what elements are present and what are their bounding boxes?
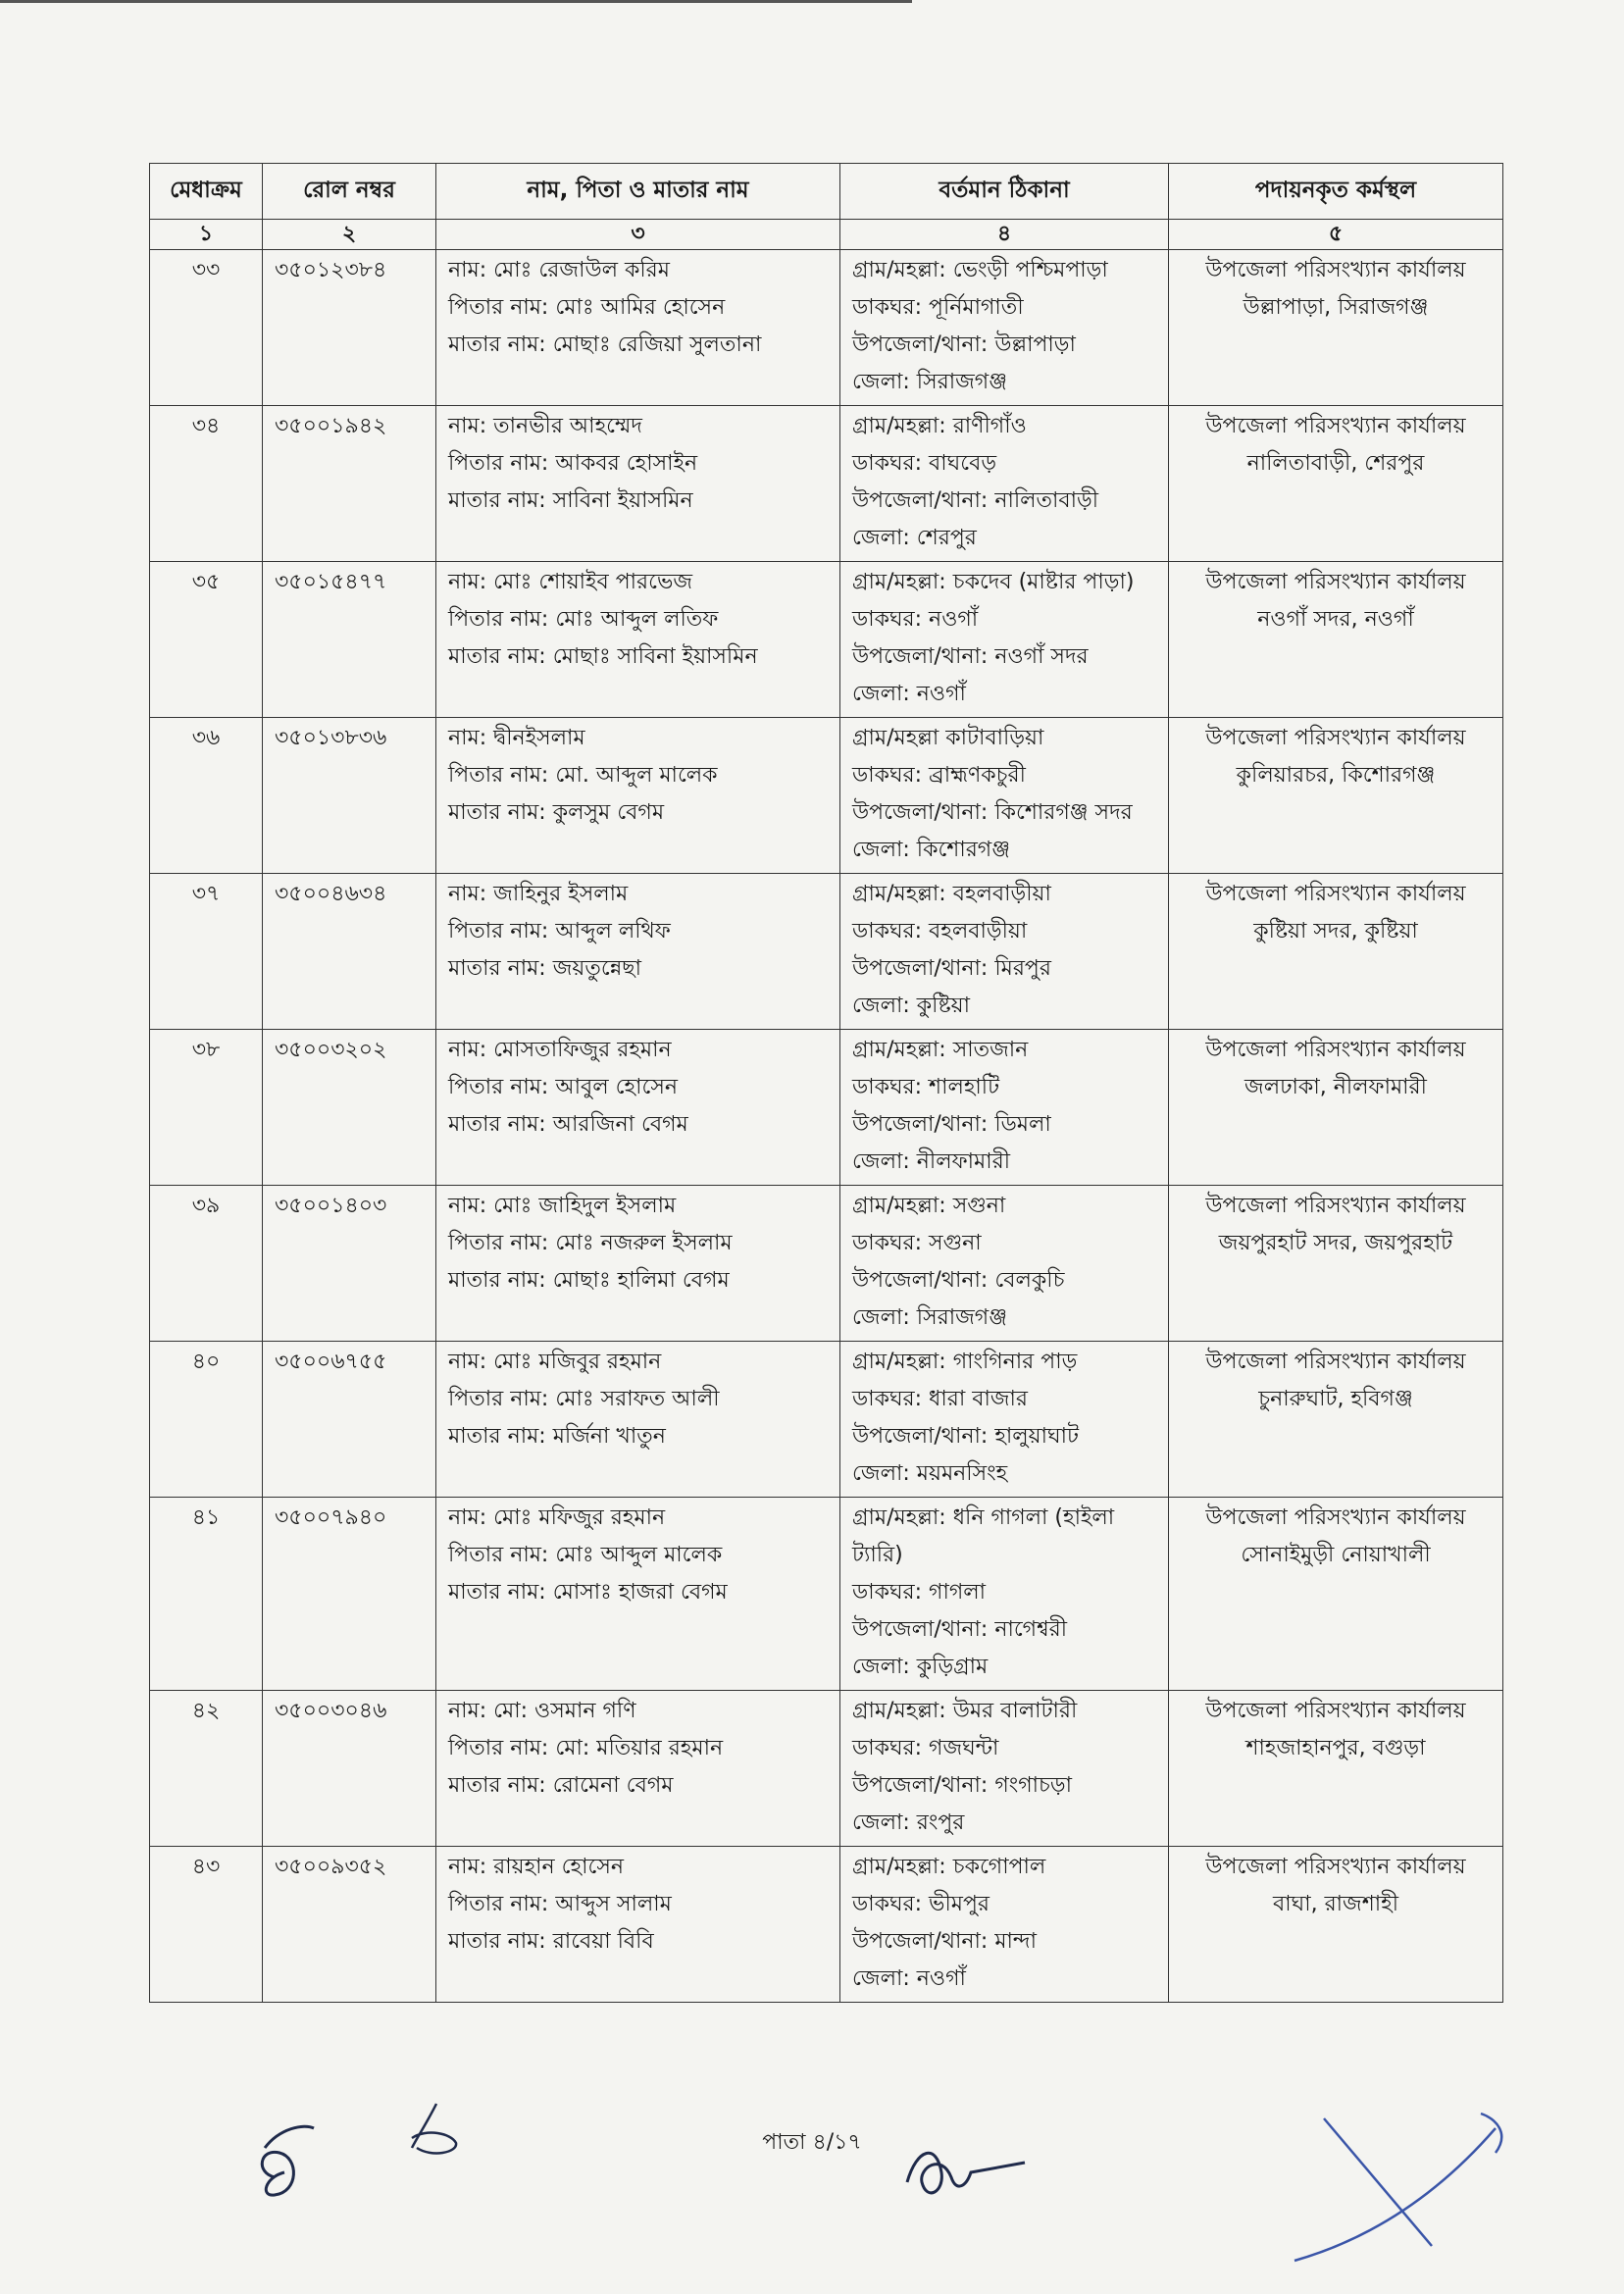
address-cell-line: উপজেলা/থানা: উল্লাপাড়া xyxy=(852,332,1076,357)
roll-cell: ৩৫০০৩০৪৬ xyxy=(263,1691,436,1847)
address-cell xyxy=(840,406,1169,562)
merit-cell: ৩৮ xyxy=(150,1030,263,1186)
names-cell xyxy=(436,1847,840,2003)
address-cell-line: গ্রাম/মহল্লা কাটাবাড়িয়া xyxy=(852,726,1044,750)
posting-cell-line: উপজেলা পরিসংখ্যান কার্যালয় xyxy=(1205,882,1466,906)
merit-cell: ৩৯ xyxy=(150,1186,263,1342)
names-cell-line: মাতার নাম: সাবিনা ইয়াসমিন xyxy=(448,488,693,513)
table-row xyxy=(150,874,1503,1030)
names-cell-line: নাম: মোসতাফিজুর রহমান xyxy=(448,1038,672,1062)
roll-cell: ৩৫০০৯৩৫২ xyxy=(263,1847,436,2003)
address-cell-line: উপজেলা/থানা: হালুয়াঘাট xyxy=(852,1424,1079,1449)
address-cell-line: ডাকঘর: ভীমপুর xyxy=(852,1892,990,1916)
address-cell-line: জেলা: সিরাজগঞ্জ xyxy=(852,1305,1007,1330)
names-cell-line: মাতার নাম: রাবেয়া বিবি xyxy=(448,1929,654,1954)
address-cell xyxy=(840,1498,1169,1691)
address-cell-line: গ্রাম/মহল্লা: উমর বালাটারী xyxy=(852,1699,1078,1723)
table-row xyxy=(150,1498,1503,1691)
address-cell-line: গ্রাম/মহল্লা: গাংগিনার পাড় xyxy=(852,1350,1078,1374)
address-cell xyxy=(840,1186,1169,1342)
roll-cell: ৩৫০০৩২০২ xyxy=(263,1030,436,1186)
column-number-row xyxy=(150,220,1503,250)
column-number: ৪ xyxy=(840,220,1169,250)
table-row xyxy=(150,562,1503,718)
address-cell-line: জেলা: নীলফামারী xyxy=(852,1149,1011,1174)
address-cell-line: উপজেলা/থানা: নওগাঁ সদর xyxy=(852,644,1089,669)
address-cell-line: উপজেলা/থানা: নালিতাবাড়ী xyxy=(852,488,1099,513)
posting-cell-line: উপজেলা পরিসংখ্যান কার্যালয় xyxy=(1205,570,1466,594)
posting-cell xyxy=(1169,874,1503,1030)
names-cell-line: পিতার নাম: মোঃ আমির হোসেন xyxy=(448,295,726,320)
posting-cell-line: নওগাঁ সদর, নওগাঁ xyxy=(1257,607,1414,632)
roll-cell: ৩৫০১৫৪৭৭ xyxy=(263,562,436,718)
merit-cell: ৩৩ xyxy=(150,250,263,406)
address-cell-line: জেলা: কুড়িগ্রাম xyxy=(852,1655,989,1679)
posting-cell xyxy=(1169,1498,1503,1691)
address-cell xyxy=(840,1847,1169,2003)
names-cell xyxy=(436,1186,840,1342)
names-cell-line: নাম: মোঃ মফিজুর রহমান xyxy=(448,1505,666,1530)
column-number: ৩ xyxy=(436,220,840,250)
names-cell-line: মাতার নাম: মোছাঃ হালিমা বেগম xyxy=(448,1268,730,1293)
address-cell xyxy=(840,1030,1169,1186)
names-cell xyxy=(436,562,840,718)
address-cell-line: ডাকঘর: ধারা বাজার xyxy=(852,1387,1029,1411)
address-cell-line: ডাকঘর: শালহাটি xyxy=(852,1075,1000,1099)
names-cell-line: মাতার নাম: মোসাঃ হাজরা বেগম xyxy=(448,1580,728,1605)
address-cell-line: জেলা: নওগাঁ xyxy=(852,1966,966,1991)
address-cell-line: গ্রাম/মহল্লা: বহলবাড়ীয়া xyxy=(852,882,1051,906)
names-cell-line: পিতার নাম: মোঃ আব্দুল লতিফ xyxy=(448,607,719,632)
names-cell-line: পিতার নাম: মোঃ নজরুল ইসলাম xyxy=(448,1231,733,1255)
posting-cell-line: বাঘা, রাজশাহী xyxy=(1273,1892,1398,1916)
names-cell-line: নাম: জাহিনুর ইসলাম xyxy=(448,882,629,906)
address-cell-line: ডাকঘর: বহলবাড়ীয়া xyxy=(852,919,1028,943)
address-cell xyxy=(840,562,1169,718)
names-cell-line: নাম: রায়হান হোসেন xyxy=(448,1855,625,1879)
names-cell xyxy=(436,1691,840,1847)
posting-cell-line: নালিতাবাড়ী, শেরপুর xyxy=(1246,451,1425,476)
scan-edge-line xyxy=(0,0,912,3)
address-cell-line: উপজেলা/থানা: বেলকুচি xyxy=(852,1268,1065,1293)
header-names: নাম, পিতা ও মাতার নাম xyxy=(436,164,840,220)
names-cell-line: নাম: মোঃ রেজাউল করিম xyxy=(448,258,670,282)
roll-cell: ৩৫০০১৪০৩ xyxy=(263,1186,436,1342)
names-cell-line: পিতার নাম: মো: মতিয়ার রহমান xyxy=(448,1736,724,1760)
roll-cell: ৩৫০০৭৯৪০ xyxy=(263,1498,436,1691)
merit-cell: ৩৬ xyxy=(150,718,263,874)
posting-cell xyxy=(1169,718,1503,874)
names-cell-line: পিতার নাম: আব্দুস সালাম xyxy=(448,1892,672,1916)
posting-cell xyxy=(1169,250,1503,406)
posting-cell-line: চুনারুঘাট, হবিগঞ্জ xyxy=(1258,1387,1413,1411)
names-cell-line: পিতার নাম: মোঃ আব্দুল মালেক xyxy=(448,1543,723,1567)
address-cell-line: ডাকঘর: ব্রাহ্মণকচুরী xyxy=(852,763,1026,788)
posting-cell-line: উপজেলা পরিসংখ্যান কার্যালয় xyxy=(1205,1350,1466,1374)
address-cell xyxy=(840,250,1169,406)
address-cell-line: জেলা: শেরপুর xyxy=(852,526,977,550)
posting-cell xyxy=(1169,1691,1503,1847)
address-cell-line: উপজেলা/থানা: মিরপুর xyxy=(852,956,1051,981)
address-cell-line: জেলা: কুষ্টিয়া xyxy=(852,994,970,1018)
table-row xyxy=(150,250,1503,406)
address-cell-line: জেলা: কিশোরগঞ্জ xyxy=(852,838,1011,862)
merit-cell: ৪০ xyxy=(150,1342,263,1498)
names-cell xyxy=(436,874,840,1030)
table-row xyxy=(150,1186,1503,1342)
posting-cell-line: কুষ্টিয়া সদর, কুষ্টিয়া xyxy=(1253,919,1418,943)
header-roll: রোল নম্বর xyxy=(263,164,436,220)
appointment-table xyxy=(149,163,1503,2003)
posting-cell-line: শাহজাহানপুর, বগুড়া xyxy=(1245,1736,1426,1760)
signature-mark-1 xyxy=(245,2118,333,2207)
merit-cell: ৪২ xyxy=(150,1691,263,1847)
merit-cell: ৪১ xyxy=(150,1498,263,1691)
posting-cell-line: উপজেলা পরিসংখ্যান কার্যালয় xyxy=(1205,258,1466,282)
address-cell-line: জেলা: সিরাজগঞ্জ xyxy=(852,370,1007,394)
posting-cell-line: সোনাইমুড়ী নোয়াখালী xyxy=(1241,1543,1431,1567)
posting-cell xyxy=(1169,1030,1503,1186)
address-cell xyxy=(840,1342,1169,1498)
merit-cell: ৪৩ xyxy=(150,1847,263,2003)
column-number: ৫ xyxy=(1169,220,1503,250)
posting-cell-line: উপজেলা পরিসংখ্যান কার্যালয় xyxy=(1205,1699,1466,1723)
names-cell-line: মাতার নাম: মর্জিনা খাতুন xyxy=(448,1424,666,1449)
address-cell-line: গ্রাম/মহল্লা: রাণীগাঁও xyxy=(852,414,1027,438)
names-cell xyxy=(436,1030,840,1186)
address-cell-line: গ্রাম/মহল্লা: সাতজান xyxy=(852,1038,1029,1062)
address-cell-line: গ্রাম/মহল্লা: ধনি গাগলা (হাইলা ট্যারি) xyxy=(852,1505,1115,1567)
address-cell-line: উপজেলা/থানা: ডিমলা xyxy=(852,1112,1051,1137)
address-cell-line: জেলা: ময়মনসিংহ xyxy=(852,1461,1008,1486)
address-cell-line: ডাকঘর: গজঘন্টা xyxy=(852,1736,999,1760)
address-cell xyxy=(840,718,1169,874)
names-cell-line: পিতার নাম: আবুল হোসেন xyxy=(448,1075,679,1099)
address-cell-line: গ্রাম/মহল্লা: চকদেব (মাষ্টার পাড়া) xyxy=(852,570,1135,594)
posting-cell-line: কুলিয়ারচর, কিশোরগঞ্জ xyxy=(1236,763,1436,788)
header-address: বর্তমান ঠিকানা xyxy=(840,164,1169,220)
address-cell-line: উপজেলা/থানা: মান্দা xyxy=(852,1929,1037,1954)
posting-cell xyxy=(1169,1847,1503,2003)
roll-cell: ৩৫০০৪৬৩৪ xyxy=(263,874,436,1030)
address-cell-line: ডাকঘর: নওগাঁ xyxy=(852,607,979,632)
names-cell-line: মাতার নাম: আরজিনা বেগম xyxy=(448,1112,688,1137)
names-cell-line: মাতার নাম: মোছাঃ রেজিয়া সুলতানা xyxy=(448,332,762,357)
page-number: পাতা ৪/১৭ xyxy=(762,2130,862,2155)
address-cell-line: গ্রাম/মহল্লা: সগুনা xyxy=(852,1194,1006,1218)
address-cell-line: ডাকঘর: বাঘবেড় xyxy=(852,451,997,476)
names-cell-line: নাম: মোঃ মজিবুর রহমান xyxy=(448,1350,662,1374)
names-cell-line: নাম: দ্বীনইসলাম xyxy=(448,726,585,750)
names-cell xyxy=(436,1342,840,1498)
table-row xyxy=(150,718,1503,874)
posting-cell-line: উল্লাপাড়া, সিরাজগঞ্জ xyxy=(1243,295,1429,320)
names-cell xyxy=(436,406,840,562)
address-cell-line: ডাকঘর: সগুনা xyxy=(852,1231,982,1255)
posting-cell xyxy=(1169,1186,1503,1342)
table-row xyxy=(150,1691,1503,1847)
names-cell-line: মাতার নাম: কুলসুম বেগম xyxy=(448,800,665,825)
names-cell-line: নাম: মোঃ শোয়াইব পারভেজ xyxy=(448,570,693,594)
names-cell-line: পিতার নাম: মোঃ সরাফত আলী xyxy=(448,1387,720,1411)
header-row xyxy=(150,164,1503,220)
signature-mark-3 xyxy=(897,2133,1035,2212)
posting-cell xyxy=(1169,406,1503,562)
posting-cell-line: উপজেলা পরিসংখ্যান কার্যালয় xyxy=(1205,1194,1466,1218)
posting-cell-line: উপজেলা পরিসংখ্যান কার্যালয় xyxy=(1205,414,1466,438)
posting-cell-line: জলঢাকা, নীলফামারী xyxy=(1244,1075,1427,1099)
table-row xyxy=(150,406,1503,562)
names-cell-line: পিতার নাম: মো. আব্দুল মালেক xyxy=(448,763,718,788)
names-cell-line: পিতার নাম: আব্দুল লথিফ xyxy=(448,919,671,943)
address-cell-line: উপজেলা/থানা: কিশোরগঞ্জ সদর xyxy=(852,800,1133,825)
table-row xyxy=(150,1342,1503,1498)
address-cell-line: উপজেলা/থানা: গংগাচড়া xyxy=(852,1773,1072,1798)
table-row xyxy=(150,1030,1503,1186)
names-cell xyxy=(436,1498,840,1691)
column-number: ২ xyxy=(263,220,436,250)
address-cell-line: উপজেলা/থানা: নাগেশ্বরী xyxy=(852,1617,1068,1642)
names-cell-line: নাম: মো: ওসমান গণি xyxy=(448,1699,636,1723)
names-cell-line: নাম: মোঃ জাহিদুল ইসলাম xyxy=(448,1194,677,1218)
header-posting: পদায়নকৃত কর্মস্থল xyxy=(1169,164,1503,220)
merit-cell: ৩৪ xyxy=(150,406,263,562)
address-cell-line: গ্রাম/মহল্লা: ভেংড়ী পশ্চিমপাড়া xyxy=(852,258,1108,282)
roll-cell: ৩৫০০৬৭৫৫ xyxy=(263,1342,436,1498)
address-cell-line: ডাকঘর: গাগলা xyxy=(852,1580,987,1605)
merit-cell: ৩৫ xyxy=(150,562,263,718)
posting-cell-line: উপজেলা পরিসংখ্যান কার্যালয় xyxy=(1205,1855,1466,1879)
roll-cell: ৩৫০১২৩৮৪ xyxy=(263,250,436,406)
roll-cell: ৩৫০০১৯৪২ xyxy=(263,406,436,562)
names-cell-line: মাতার নাম: রোমেনা বেগম xyxy=(448,1773,674,1798)
posting-cell-line: উপজেলা পরিসংখ্যান কার্যালয় xyxy=(1205,726,1466,750)
names-cell-line: নাম: তানভীর আহম্মেদ xyxy=(448,414,642,438)
header-merit: মেধাক্রম xyxy=(150,164,263,220)
names-cell xyxy=(436,250,840,406)
table-row xyxy=(150,1847,1503,2003)
names-cell-line: মাতার নাম: জয়তুন্নেছা xyxy=(448,956,641,981)
column-number: ১ xyxy=(150,220,263,250)
signature-mark-2 xyxy=(397,2099,476,2167)
posting-cell-line: উপজেলা পরিসংখ্যান কার্যালয় xyxy=(1205,1038,1466,1062)
address-cell xyxy=(840,1691,1169,1847)
address-cell-line: জেলা: নওগাঁ xyxy=(852,682,966,706)
address-cell xyxy=(840,874,1169,1030)
merit-cell: ৩৭ xyxy=(150,874,263,1030)
roll-cell: ৩৫০১৩৮৩৬ xyxy=(263,718,436,874)
posting-cell-line: জয়পুরহাট সদর, জয়পুরহাট xyxy=(1218,1231,1453,1255)
address-cell-line: গ্রাম/মহল্লা: চকগোপাল xyxy=(852,1855,1046,1879)
address-cell-line: জেলা: রংপুর xyxy=(852,1810,965,1835)
names-cell-line: মাতার নাম: মোছাঃ সাবিনা ইয়াসমিন xyxy=(448,644,758,669)
address-cell-line: ডাকঘর: পূর্নিমাগাতী xyxy=(852,295,1024,320)
posting-cell xyxy=(1169,562,1503,718)
names-cell xyxy=(436,718,840,874)
posting-cell-line: উপজেলা পরিসংখ্যান কার্যালয় xyxy=(1205,1505,1466,1530)
signature-mark-4 xyxy=(1285,2094,1530,2270)
names-cell-line: পিতার নাম: আকবর হোসাইন xyxy=(448,451,698,476)
posting-cell xyxy=(1169,1342,1503,1498)
